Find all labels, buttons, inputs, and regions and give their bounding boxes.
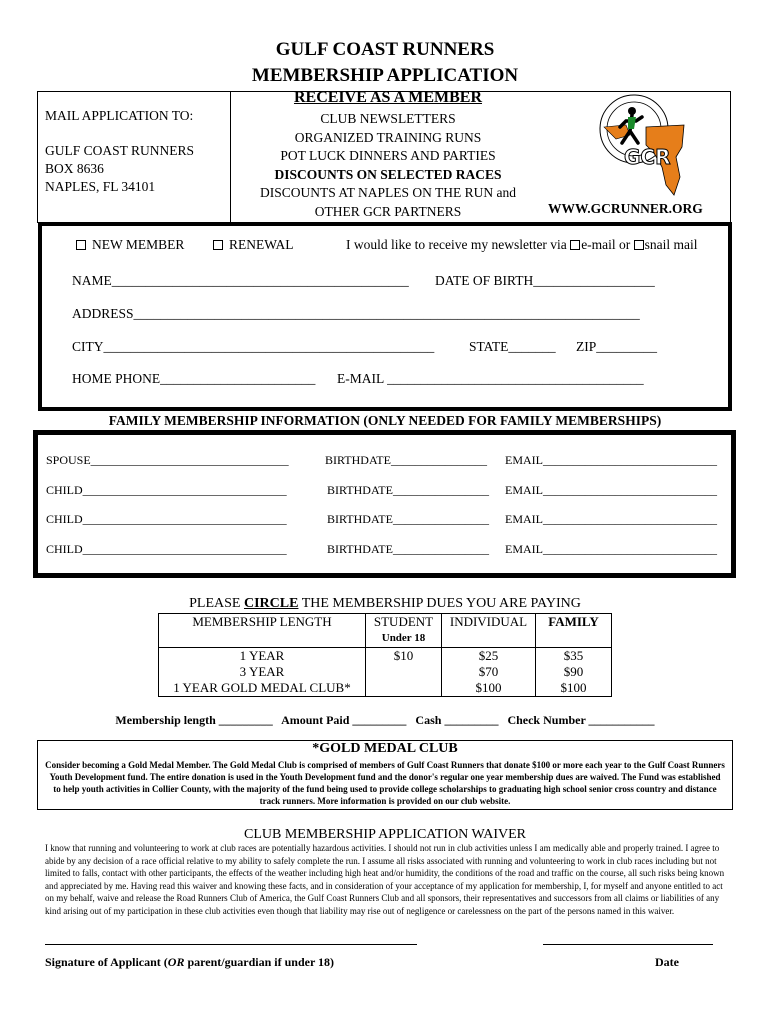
payment-fields[interactable]: Membership length _________ Amount Paid _________ Cash _________ Check Number ___________ (115, 713, 655, 727)
benefit-item: CLUB NEWSLETTERS (320, 111, 456, 126)
child-email-field[interactable]: EMAIL_____________________________ (505, 542, 717, 556)
waiver-text: I know that running and volunteering to work at club races are potentially hazardous activities. I should not run in club activities unless I am medically able and properly trained. I agree to abide by any decision of a race official relative to my ability to safely complete the run. I assume all risks associated with running and volunteering to work in club races including but not limited to falls, contact with other participants, the effects of the weather including high heat and/or humidity, the conditions of the road and traffic on the course, all such risks being known and appreciated by me. Having read this waiver and knowing these facts, and in consideration of your acceptance of my application for membership, I, for myself and anyone entitled to act on my behalf, waive and release the Road Runners Club of America, the Gulf Coast Runners Club and all sponsors, their representatives and successors from all claims or liabilities of any kind arising out of my participation in these club activities even though that liability may rise out of negligence or carelessness on the part of the persons named in this waiver. (45, 843, 725, 916)
benefit-item: ORGANIZED TRAINING RUNS (294, 129, 482, 145)
page-subtitle: MEMBERSHIP APPLICATION (251, 65, 519, 86)
date-line[interactable] (543, 944, 713, 945)
renewal-checkbox[interactable] (213, 240, 223, 250)
col-header-length: MEMBERSHIP LENGTH (159, 614, 366, 648)
col-header-individual: INDIVIDUAL (442, 614, 536, 648)
benefits-list (232, 110, 544, 221)
signature-label: Signature of Applicant (OR parent/guardian if under 18) (45, 955, 335, 969)
child-birthdate-field[interactable]: BIRTHDATE________________ (327, 483, 489, 497)
snail-mail-checkbox[interactable] (634, 240, 644, 250)
mail-address-block (45, 107, 194, 196)
new-member-option[interactable]: NEW MEMBER (76, 237, 184, 253)
circle-word: CIRCLE (243, 596, 299, 611)
length-cell: 1 YEAR 3 YEAR 1 YEAR GOLD MEDAL CLUB* (159, 648, 366, 697)
spouse-name-field[interactable]: SPOUSE_________________________________ (46, 453, 289, 467)
col-header-family: FAMILY (536, 614, 612, 648)
child-birthdate-field[interactable]: BIRTHDATE________________ (327, 512, 489, 526)
spouse-birthdate-field[interactable]: BIRTHDATE________________ (325, 453, 487, 467)
home-phone-field[interactable]: HOME PHONE_______________________ (72, 371, 316, 386)
benefits-heading: RECEIVE AS A MEMBER (293, 89, 483, 106)
child-name-field[interactable]: CHILD__________________________________ (46, 542, 287, 556)
website-link[interactable]: WWW.GCRUNNER.ORG (548, 201, 703, 216)
dues-title: PLEASE CIRCLE THE MEMBERSHIP DUES YOU ARE PAYING (189, 596, 581, 611)
email-field[interactable]: E-MAIL ______________________________________ (337, 371, 644, 386)
child-name-field[interactable]: CHILD__________________________________ (46, 483, 287, 497)
date-label: Date (655, 955, 679, 969)
family-form (33, 430, 736, 578)
family-cell: $35 $90 $100 (536, 648, 612, 697)
child-email-field[interactable]: EMAIL_____________________________ (505, 512, 717, 526)
benefit-item: DISCOUNTS AT NAPLES ON THE RUN and (259, 185, 517, 200)
signature-line[interactable] (45, 944, 417, 945)
email-checkbox[interactable] (570, 240, 580, 250)
address-field[interactable]: ADDRESS___________________________________________________________________________ (72, 306, 640, 321)
mail-line-3: NAPLES, FL 34101 (45, 179, 156, 194)
newsletter-preference: I would like to receive my newsletter via e-mail or snail mail (346, 237, 698, 252)
gold-medal-description: Consider becoming a Gold Medal Member. The Gold Medal Club is comprised of members of Gulf Coast Runners that donate $100 or more each year to the Gulf Coast Runners Youth Development fund. The entire donation is used in the Youth Development fund and the donor's regular one year membership dues are waived. The Fund was established to help youth activities in Collier County, with the majority of the fund being used to provide college scholarships to graduating high school senior cross country and distance track runners. More information is provided on our club website. (45, 760, 725, 806)
child-email-field[interactable]: EMAIL_____________________________ (505, 483, 717, 497)
family-section-title: FAMILY MEMBERSHIP INFORMATION (ONLY NEEDED FOR FAMILY MEMBERSHIPS) (108, 413, 662, 428)
benefit-item: DISCOUNTS ON SELECTED RACES (274, 166, 502, 182)
mail-line-1: GULF COAST RUNNERS (45, 143, 195, 158)
child-name-field[interactable]: CHILD__________________________________ (46, 512, 287, 526)
mail-label: MAIL APPLICATION TO: (45, 108, 194, 123)
zip-field[interactable]: ZIP_________ (576, 339, 657, 354)
benefit-item: POT LUCK DINNERS AND PARTIES (280, 148, 496, 163)
individual-cell: $25 $70 $100 (442, 648, 536, 697)
dob-field[interactable]: DATE OF BIRTH__________________ (435, 273, 655, 288)
dues-table (158, 613, 612, 697)
city-field[interactable]: CITY_________________________________________________ (72, 339, 435, 354)
logo-text: GCR (624, 145, 671, 169)
gold-medal-title: *GOLD MEDAL CLUB (312, 741, 458, 756)
name-field[interactable]: NAME____________________________________________ (72, 273, 409, 288)
student-cell: $10 (366, 648, 442, 697)
renewal-option[interactable]: RENEWAL (213, 237, 294, 253)
benefit-item: OTHER GCR PARTNERS (314, 203, 462, 219)
page-title: GULF COAST RUNNERS (275, 39, 495, 60)
waiver-title: CLUB MEMBERSHIP APPLICATION WAIVER (244, 827, 526, 842)
mail-line-2: BOX 8636 (45, 161, 104, 176)
state-field[interactable]: STATE_______ (469, 339, 556, 354)
col-header-student: STUDENT Under 18 (366, 614, 442, 648)
gcr-logo (596, 87, 686, 197)
new-member-checkbox[interactable] (76, 240, 86, 250)
spouse-email-field[interactable]: EMAIL_____________________________ (505, 453, 717, 467)
child-birthdate-field[interactable]: BIRTHDATE________________ (327, 542, 489, 556)
